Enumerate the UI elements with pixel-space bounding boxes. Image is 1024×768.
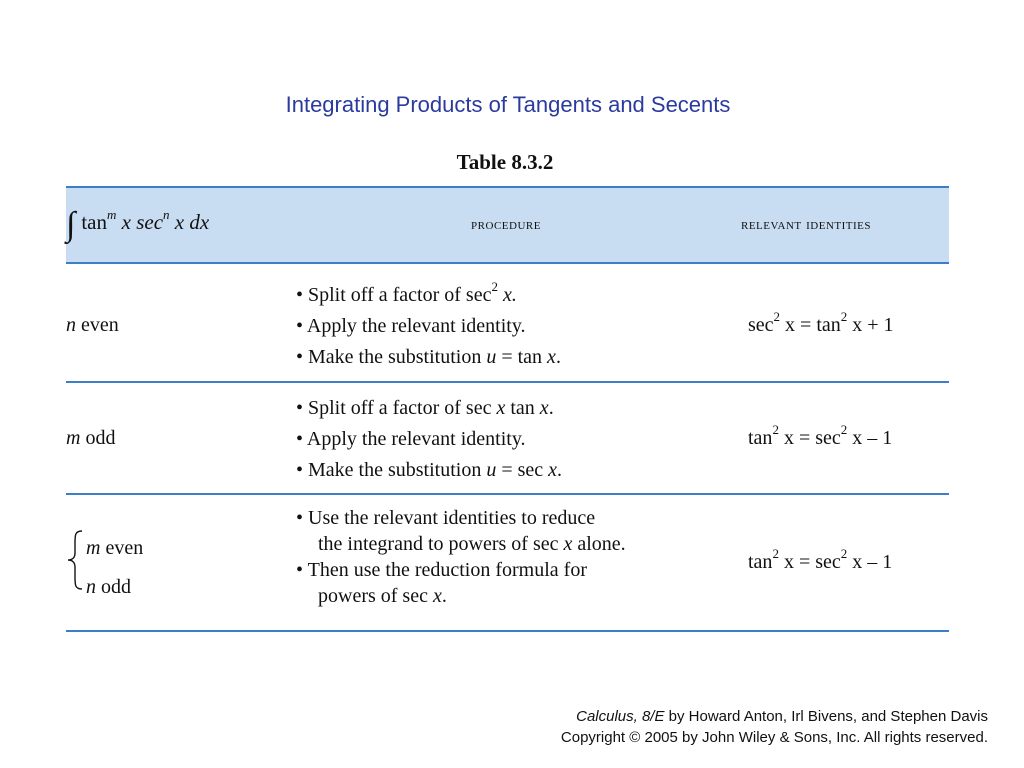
procedure-steps <box>296 280 716 373</box>
header-relevant-identities: relevant identities <box>741 216 871 233</box>
table-row <box>66 383 949 495</box>
left-brace-icon <box>66 529 84 591</box>
step: • Then use the reduction formula for <box>296 559 587 581</box>
step: • Use the relevant identities to reduce <box>296 507 596 529</box>
table-header <box>66 186 949 264</box>
header-integral: ∫ $\tan^m x$ $\sec^n x$ dx <box>66 206 210 243</box>
identity: $\tan^2 x = \sec^2 x - 1$ <box>748 546 893 573</box>
copyright-line: Copyright © 2005 by John Wiley & Sons, Inc. All rights reserved. <box>560 729 988 746</box>
step: • Apply the relevant identity. <box>296 428 526 450</box>
identity: $\tan^2 x = \sec^2 x - 1$ <box>748 422 893 449</box>
identity: $\sec^2 x = \tan^2 x + 1$ <box>748 309 894 336</box>
table-caption: Table 8.3.2 <box>456 150 554 174</box>
case-m-odd: m odd <box>66 427 116 449</box>
step-continuation: the integrand to powers of sec x alone. <box>318 533 626 555</box>
step-continuation: powers of sec x. <box>318 585 447 607</box>
integration-table <box>66 186 949 632</box>
step: • Make the substitution u = tan x. <box>296 346 561 368</box>
step: • Make the substitution u = sec x. <box>296 459 563 481</box>
procedure-steps <box>296 505 716 609</box>
table-row <box>66 495 949 632</box>
step: • Apply the relevant identity. <box>296 315 526 337</box>
table-row <box>66 264 949 383</box>
book-credit <box>561 706 988 748</box>
integral-sign: ∫ <box>66 206 76 243</box>
case-n-even: n even <box>66 314 119 336</box>
header-procedure: procedure <box>471 216 541 233</box>
slide-title: Integrating Products of Tangents and Secents <box>285 92 731 117</box>
step: • Split off a factor of $\sec^2 x$. <box>296 279 517 306</box>
case-n-odd: n odd <box>86 576 131 598</box>
case-m-even: m even <box>86 537 144 559</box>
book-credit-line: Calculus, 8/E by Howard Anton, Irl Bivens, and Stephen Davis <box>576 708 988 725</box>
procedure-steps <box>296 393 716 486</box>
step: • Split off a factor of sec x tan x. <box>296 397 554 419</box>
